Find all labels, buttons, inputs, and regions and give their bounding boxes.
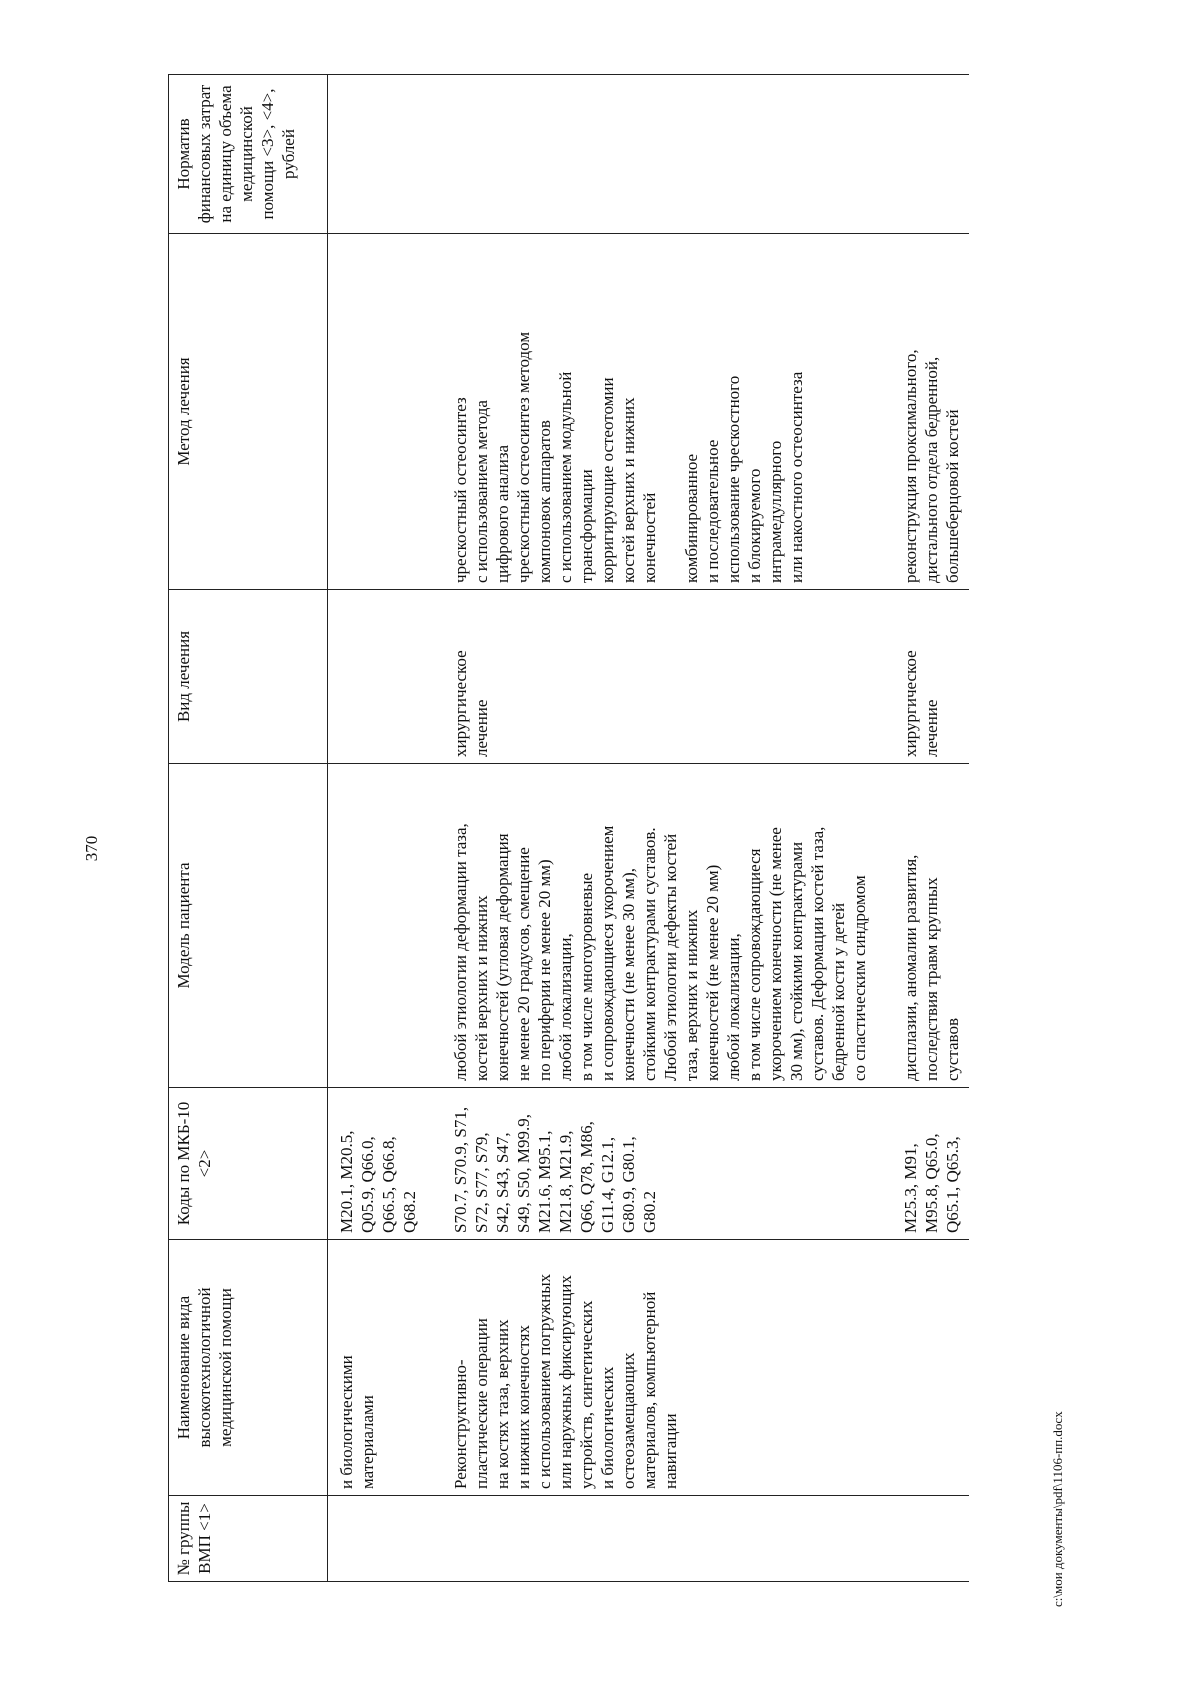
- header-group-number: № группы ВМП <1>: [169, 1496, 328, 1582]
- table-header-row: [169, 75, 328, 1582]
- cell-group-number: [444, 1496, 870, 1582]
- cell-treatment-type: [328, 590, 421, 764]
- cell-group-number: [894, 1496, 969, 1582]
- cell-icd-codes: M20.1, M20.5, Q05.9, Q66.0, Q66.5, Q66.8, Q68.2: [328, 1088, 421, 1240]
- method-item: чрескостный остеосинтез методом компоновок аппаратов с использованием модульной трансформации: [514, 331, 596, 583]
- header-icd-codes: Коды по МКБ-10 <2>: [169, 1088, 328, 1240]
- table-row-spacer: [420, 75, 444, 1582]
- cell-treatment-type: хирургическое лечение: [894, 590, 969, 764]
- cell-treatment-method: [444, 234, 870, 590]
- method-item: чрескостный остеосинтез с использованием метода цифрового анализа: [451, 397, 512, 583]
- cell-cost-standard: [444, 75, 870, 234]
- method-item: корригирующие остеотомии костей верхних и нижних конечностей: [598, 377, 659, 583]
- cell-group-number: [328, 1496, 421, 1582]
- header-cost-standard: Норматив финансовых затрат на единицу объема медицинской помощи <3>, <4>, рублей: [169, 75, 328, 234]
- cell-treatment-method: [328, 234, 421, 590]
- cell-patient-model: [328, 764, 421, 1088]
- page-number: 370: [82, 835, 101, 862]
- header-treatment-method: Метод лечения: [169, 234, 328, 590]
- vmp-table: [168, 74, 969, 1582]
- table-row-spacer: [870, 75, 894, 1582]
- method-item: комбинированное и последовательное использование чрескостного и блокируемого интрамедуллярного или накостного остеосинтеза: [682, 371, 806, 583]
- cell-treatment-type: хирургическое лечение: [444, 590, 870, 764]
- cell-patient-model: любой этиологии деформации таза, костей верхних и нижних конечностей (угловая деформация не менее 20 градусов, смещение по периферии не менее 20 мм) любой локализации, в том числе многоуровневые и сопровождающиеся укорочением конечности (не менее 30 мм), стойкими контрактурами суставов. Любой этиологии дефекты костей таза, верхних и нижних конечностей (не менее 20 мм) любой локализации, в том числе сопровождающиеся укорочением конечности (не менее 30 мм), стойкими контрактурами суставов. Деформации костей таза, бедренной кости у детей со спастическим синдромом: [444, 764, 870, 1088]
- table-row: [444, 75, 870, 1582]
- header-vmp-name: Наименование вида высокотехнологичной медицинской помощи: [169, 1240, 328, 1496]
- cell-cost-standard: [328, 75, 421, 234]
- cell-vmp-name: и биологическими материалами: [328, 1240, 421, 1496]
- header-patient-model: Модель пациента: [169, 764, 328, 1088]
- footer-file-path: c:\мои документы\pdf\1106-пп.docx: [1050, 1411, 1065, 1607]
- cell-icd-codes: M25.3, M91, M95.8, Q65.0, Q65.1, Q65.3,: [894, 1088, 969, 1240]
- cell-cost-standard: [894, 75, 969, 234]
- cell-vmp-name: Реконструктивно- пластические операции на костях таза, верхних и нижних конечностях с использованием погружных или наружных фиксирующих устройств, синтетических и биологических остеозамещающих материалов, компьютерной навигации: [444, 1240, 870, 1496]
- cell-patient-model: дисплазии, аномалии развития, последствия травм крупных суставов: [894, 764, 969, 1088]
- cell-treatment-method: реконструкция проксимального, дистального отдела бедренной, большеберцовой костей: [894, 234, 969, 590]
- table-row: [894, 75, 969, 1582]
- header-treatment-type: Вид лечения: [169, 590, 328, 764]
- cell-icd-codes: S70.7, S70.9, S71, S72, S77, S79, S42, S43, S47, S49, S50, M99.9, M21.6, M95.1, M21.8, M21.9, Q66, Q78, M86, G11.4, G12.1, G80.9, G80.1, G80.2: [444, 1088, 870, 1240]
- cell-vmp-name: [894, 1240, 969, 1496]
- table-row: [328, 75, 421, 1582]
